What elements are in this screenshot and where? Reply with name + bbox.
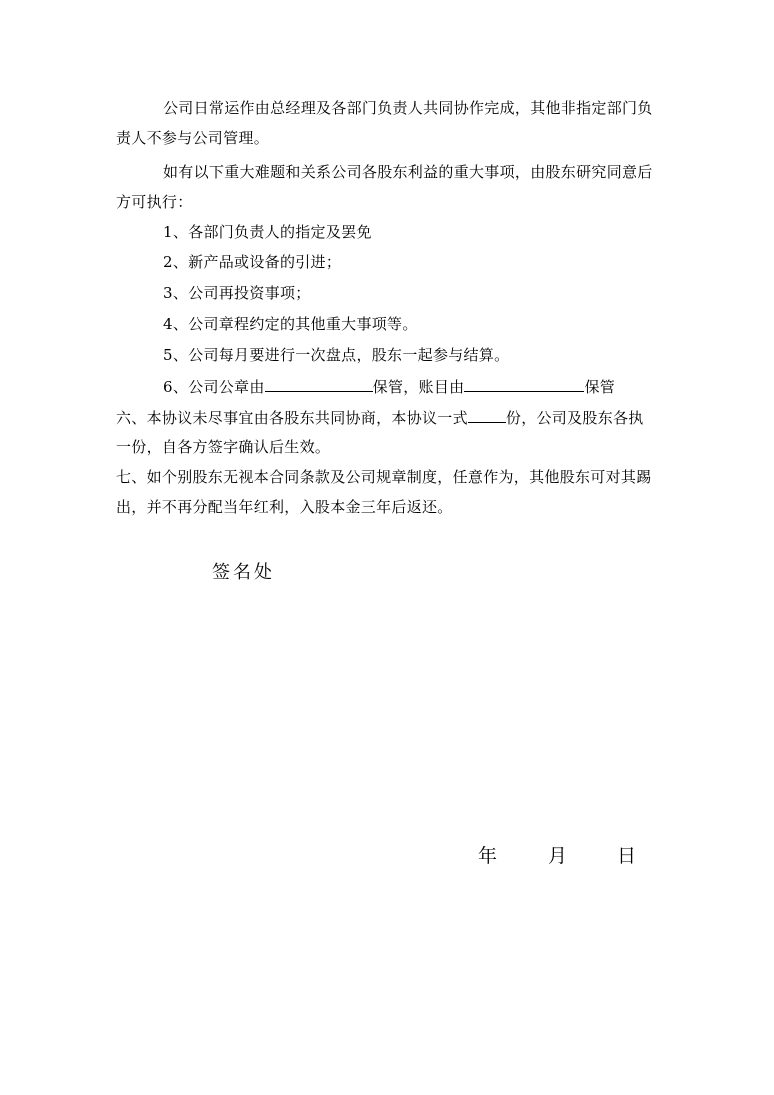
list-item-4: 4、公司章程约定的其他重大事项等。	[163, 315, 418, 333]
list-item-2: 2、新产品或设备的引进；	[163, 253, 342, 271]
clause-7-line-2: 出，并不再分配当年红利，入股本金三年后返还。	[116, 498, 453, 516]
accounts-keeper-blank	[464, 376, 584, 392]
list-item-3: 3、公司再投资事项；	[163, 284, 311, 302]
clause-6-prefix: 六、本协议未尽事宜由各股东共同协商，本协议一式	[116, 409, 468, 427]
major-matters-paragraph-line-1: 如有以下重大难题和关系公司各股东利益的重大事项，由股东研究同意后	[163, 163, 653, 181]
signature-label: 签名处	[212, 562, 275, 583]
date-month-label: 月	[548, 845, 568, 867]
copies-count-blank	[468, 407, 506, 423]
major-matters-paragraph-line-2: 方可执行：	[116, 193, 193, 211]
list-item-6	[163, 376, 615, 397]
management-paragraph-line-1: 公司日常运作由总经理及各部门负责人共同协作完成，其他非指定部门负	[163, 99, 653, 117]
date-day-label: 日	[617, 845, 637, 867]
clause-6-line-1	[116, 407, 644, 428]
list-item-6-mid: 保管，账目由	[372, 378, 465, 396]
seal-keeper-blank	[265, 376, 373, 392]
clause-7-line-1: 七、如个别股东无视本合同条款及公司规章制度，任意作为，其他股东可对其踢	[116, 468, 652, 486]
date-year-label: 年	[478, 845, 498, 867]
management-paragraph-line-2: 责人不参与公司管理。	[116, 129, 270, 147]
list-item-1: 1、各部门负责人的指定及罢免	[163, 223, 372, 241]
list-item-5: 5、公司每月要进行一次盘点，股东一起参与结算。	[163, 346, 510, 364]
clause-6-line-2: 一份，自各方签字确认后生效。	[116, 438, 331, 456]
clause-6-suffix: 份，公司及股东各执	[505, 409, 644, 427]
list-item-6-prefix: 6、公司公章由	[163, 378, 265, 396]
list-item-6-suffix: 保管	[584, 378, 616, 396]
